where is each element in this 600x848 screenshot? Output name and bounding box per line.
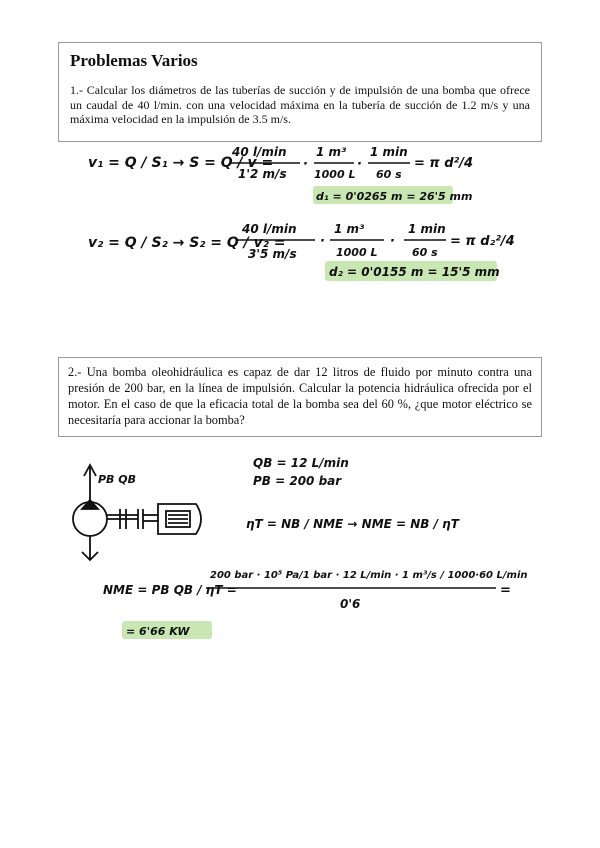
efficiency-equation: ηT = NB / NME → NME = NB / ηT <box>246 517 459 531</box>
svg-text:·: · <box>357 157 362 172</box>
line2-lhs: v₂ = Q / S₂ → S₂ = Q / v₂ = <box>88 235 286 251</box>
solution-2 <box>73 456 528 639</box>
problem-1-statement: 1.- Calcular los diámetros de las tuberías de succión y de impulsión de una bomba que ofrece un caudal de 40 l/min. con una velocidad máxima en la tubería de succión de 1.2 m/s y una máxima velocidad en la impulsión de 3.5 m/s. <box>70 83 530 127</box>
result-1: d₁ = 0'0265 m = 26'5 mm <box>316 190 473 203</box>
line2-conv1-num: 1 m³ <box>334 222 365 236</box>
line1-conv1-den: 1000 L <box>314 168 356 181</box>
page-title: Problemas Varios <box>70 51 198 70</box>
line2-conv2-den: 60 s <box>412 246 438 259</box>
line2-denominator: 3'5 m/s <box>248 247 297 261</box>
svg-text:·: · <box>303 157 308 172</box>
pump-motor-diagram <box>73 465 201 560</box>
line1-numerator: 40 l/min <box>232 145 287 159</box>
given-flow: QB = 12 L/min <box>253 456 349 470</box>
problem-2-statement: 2.- Una bomba oleohidráulica es capaz de dar 12 litros de fluido por minuto contra una presión de 200 bar, en la línea de impulsión. Calcular la potencia hidráulica ofrecida por el motor. En el caso de que la eficacia total de la bomba sea del 60 %, ¿que motor eléctrico se necesitaría para accionar la bomba? <box>68 365 532 427</box>
line1-conv2-den: 60 s <box>376 168 402 181</box>
line1-lhs: v₁ = Q / S₁ → S = Q / v = <box>88 155 274 171</box>
diagram-label: PB QB <box>98 473 137 486</box>
line2-conv1-den: 1000 L <box>336 246 378 259</box>
line1-conv1-num: 1 m³ <box>316 145 347 159</box>
line1-conv2-num: 1 min <box>370 145 408 159</box>
power-numerator: 200 bar · 10⁵ Pa/1 bar · 12 L/min · 1 m³/s / 1000·60 L/min <box>210 570 528 581</box>
solution-1 <box>88 145 515 281</box>
line1-area: = π d²/4 <box>414 156 474 171</box>
power-denominator: 0'6 <box>340 597 361 611</box>
svg-text:=: = <box>500 583 511 598</box>
given-pressure: PB = 200 bar <box>253 474 342 488</box>
line2-area: = π d₂²/4 <box>450 234 515 249</box>
line2-conv2-num: 1 min <box>408 222 446 236</box>
svg-text:·: · <box>320 234 325 249</box>
nme-lhs: NME = PB QB / ηT = <box>103 583 237 597</box>
result-2: d₂ = 0'0155 m = 15'5 mm <box>329 265 500 279</box>
line1-denominator: 1'2 m/s <box>238 167 287 181</box>
line2-numerator: 40 l/min <box>242 222 297 236</box>
power-result: = 6'66 KW <box>126 625 190 638</box>
svg-text:·: · <box>390 234 395 249</box>
